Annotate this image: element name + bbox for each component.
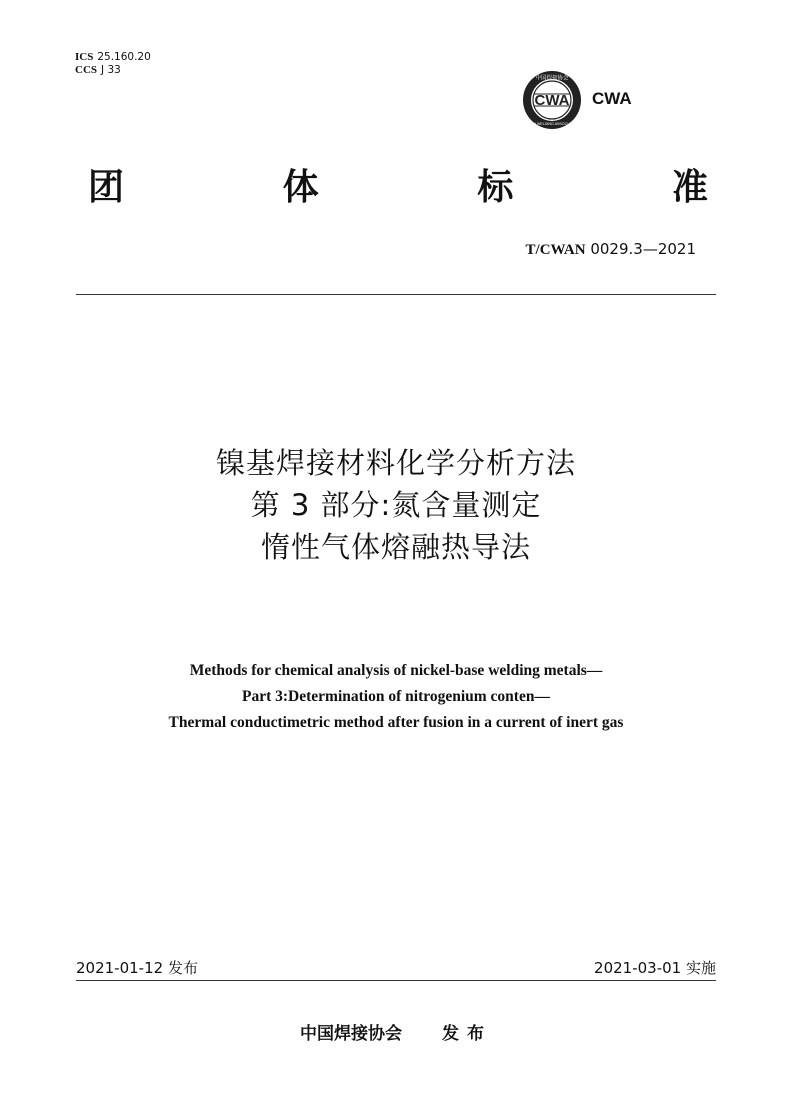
chinese-title-line-2: 第 3 部分:氮含量测定	[250, 488, 542, 522]
chinese-title-line-3: 惰性气体熔融热导法	[260, 530, 531, 564]
english-title-line-1: Methods for chemical analysis of nickel-base welding metals—	[189, 662, 603, 679]
standard-number-value: 0029.3—2021	[590, 240, 696, 258]
english-title-line-2: Part 3:Determination of nitrogenium conten—	[242, 688, 550, 705]
standard-number	[526, 240, 696, 259]
english-title-line-3: Thermal conductimetric method after fusion in a current of inert gas	[168, 714, 624, 731]
classification-codes	[75, 51, 151, 77]
standard-type-heading	[88, 166, 708, 210]
header-divider	[76, 294, 716, 295]
ics-value: 25.160.20	[97, 51, 151, 63]
cwa-logo-icon	[522, 70, 582, 130]
logo-name: CWA	[592, 89, 632, 108]
standard-number-prefix: T/CWAN	[525, 242, 586, 258]
ccs-code	[75, 64, 151, 77]
ics-label: ICS	[75, 51, 94, 63]
publisher-name: 中国焊接协会	[300, 1024, 402, 1044]
ccs-label: CCS	[75, 64, 98, 76]
standard-type-char: 体	[282, 167, 319, 208]
publisher-line	[0, 1019, 792, 1044]
publisher-action: 发布	[442, 1024, 492, 1044]
chinese-title-line-1: 镍基焊接材料化学分析方法	[215, 446, 576, 480]
logo-top-text: 中国焊接协会	[535, 75, 569, 82]
english-title	[0, 658, 792, 736]
ccs-value: J 33	[101, 64, 121, 76]
standard-type-char: 标	[477, 167, 514, 208]
chinese-title	[0, 442, 792, 568]
logo-letters: CWA	[534, 92, 570, 109]
implement-date: 2021-03-01 实施	[594, 959, 716, 977]
ics-code	[75, 51, 151, 64]
footer-divider	[76, 980, 716, 981]
standard-type-char: 团	[88, 167, 125, 208]
standard-type-char: 准	[671, 167, 708, 208]
publish-date: 2021-01-12 发布	[76, 959, 198, 977]
logo-ring-text: CHINA WELDING ASSOCIATION	[525, 122, 579, 126]
